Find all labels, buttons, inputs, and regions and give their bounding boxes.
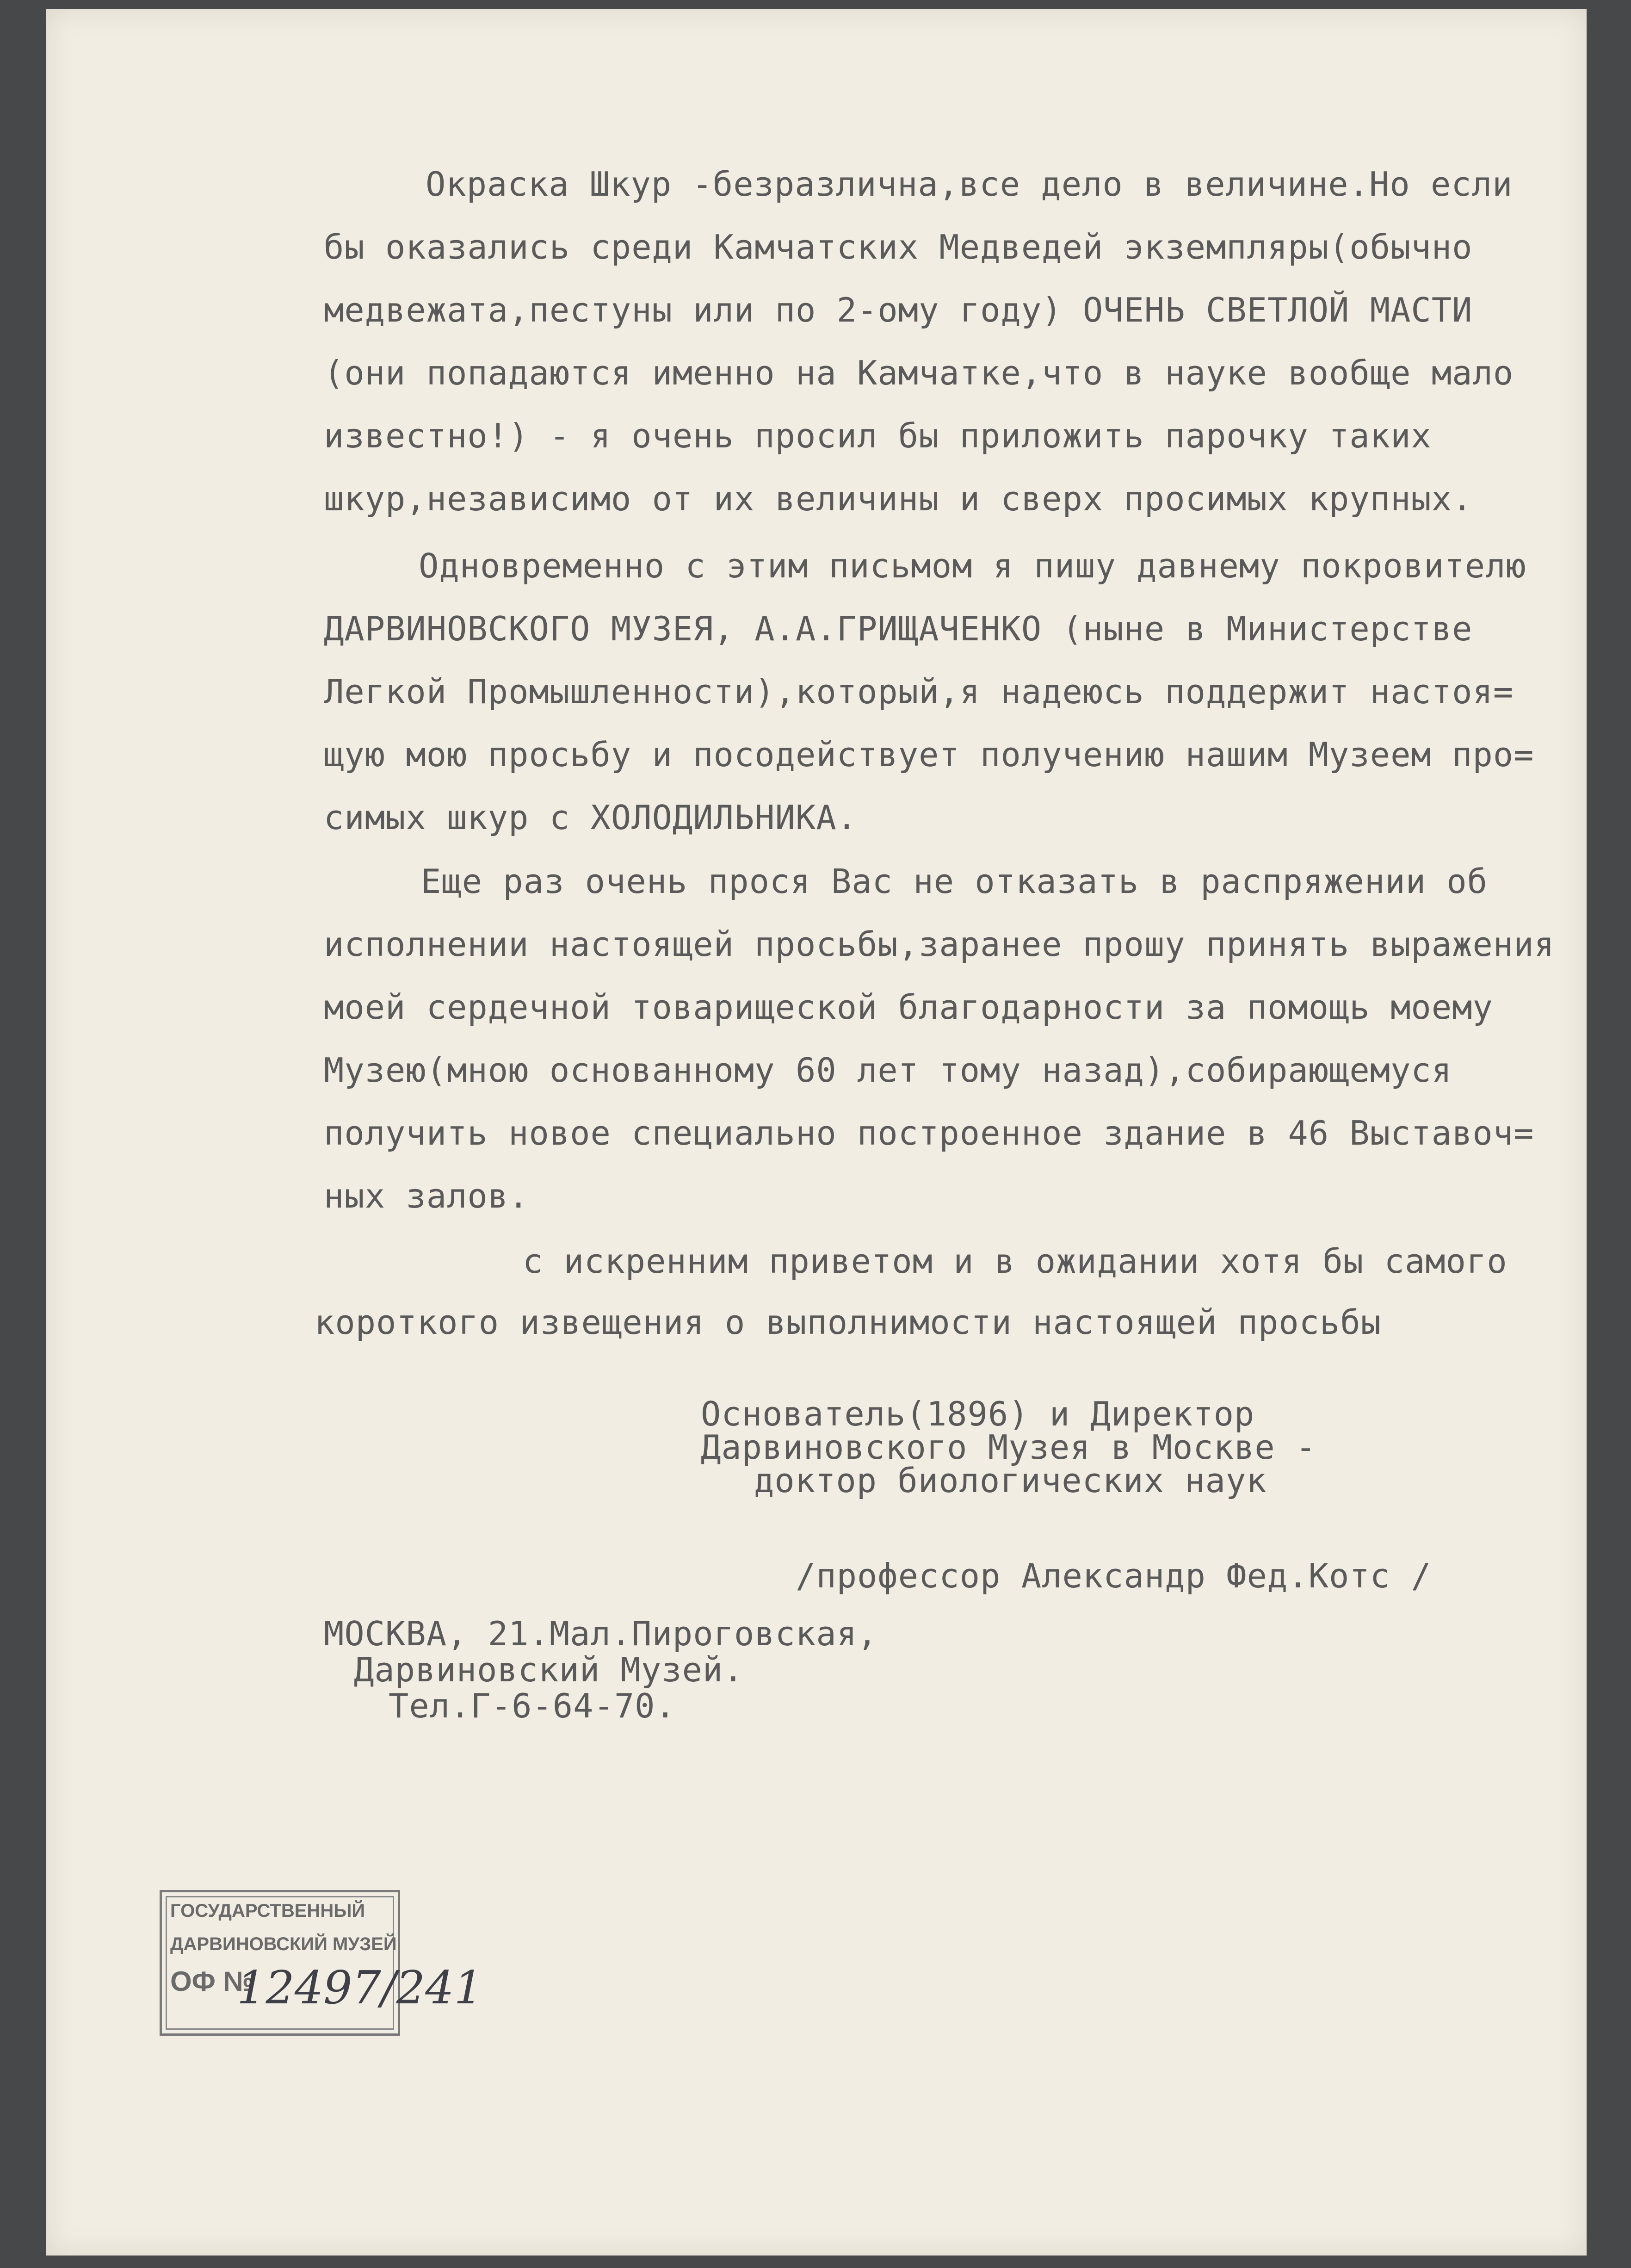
stamp-line-museum: ДАРВИНОВСКИЙ МУЗЕЙ (170, 1934, 397, 1954)
text-line: исполнении настоящей просьбы,заранее прошу принять выражения (324, 925, 1555, 964)
text-line: ных залов. (324, 1177, 529, 1215)
text-line: получить новое специально построенное здание в 46 Выставоч= (324, 1114, 1534, 1153)
stamp-handwritten-number: 12497/241 (237, 1962, 483, 2014)
signature-title-line: Основатель(1896) и Директор (701, 1394, 1255, 1433)
text-line: моей сердечной товарищеской благодарности за помощь моему (324, 988, 1493, 1027)
text-line: (они попадаются именно на Камчатке,что в науке вообще мало (324, 353, 1514, 392)
text-line: симых шкур с ХОЛОДИЛЬНИКА. (324, 798, 858, 837)
address-line: МОСКВА, 21.Мал.Пироговская, (324, 1614, 878, 1653)
text-line: с искренним приветом и в ожидании хотя бы самого (523, 1242, 1507, 1281)
text-line: известно!) - я очень просил бы приложить парочку таких (324, 416, 1432, 455)
text-line: Легкой Промышленности),который,я надеюсь поддержит настоя= (324, 672, 1514, 711)
text-line: Одновременно с этим письмом я пишу давнему покровителю (419, 546, 1526, 585)
text-line: шкур,независимо от их величины и сверх просимых крупных. (324, 479, 1473, 518)
signature-name: /профессор Александр Фед.Котс / (796, 1556, 1432, 1595)
signature-title-line: доктор биологических наук (754, 1461, 1267, 1500)
text-line: Музею(мною основанному 60 лет тому назад),собирающемуся (324, 1051, 1452, 1090)
text-line: бы оказались среди Камчатских Медведей экземпляры(обычно (324, 228, 1473, 266)
address-line: Тел.Г-6-64-70. (389, 1686, 676, 1725)
signature-title-line: Дарвиновского Музея в Москве - (701, 1428, 1316, 1467)
text-line: щую мою просьбу и посодействует получению нашим Музеем про= (324, 735, 1534, 774)
address-line: Дарвиновский Музей. (354, 1650, 744, 1689)
stamp-line-state: ГОСУДАРСТВЕННЫЙ (170, 1901, 365, 1921)
text-line: Еще раз очень прося Вас не отказать в распряжении об (421, 862, 1488, 901)
text-line: ДАРВИНОВСКОГО МУЗЕЯ, А.А.ГРИЩАЧЕНКО (ныне в Министерстве (324, 609, 1473, 648)
text-line: Окраска Шкур -безразлична,все дело в величине.Но если (426, 165, 1513, 204)
text-line: короткого извещения о выполнимости настоящей просьбы (315, 1303, 1382, 1342)
stamp-prefix: ОФ № (170, 1966, 254, 1997)
text-line: медвежата,пестуны или по 2-ому году) ОЧЕНЬ СВЕТЛОЙ МАСТИ (324, 291, 1473, 329)
